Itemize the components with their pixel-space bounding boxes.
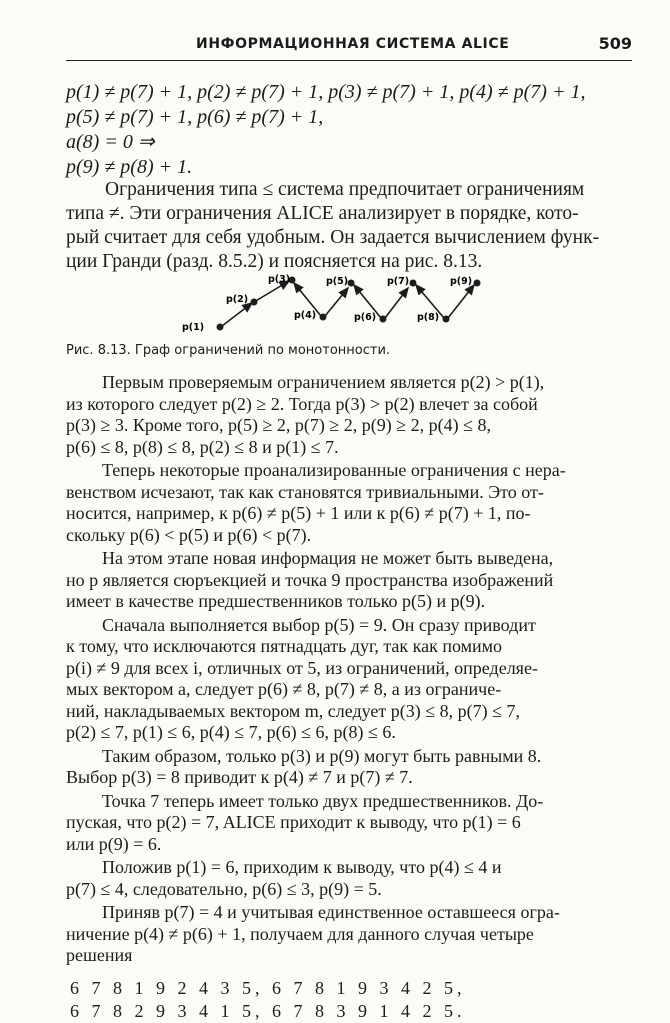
text-line: ничение p(4) ≠ p(6) + 1, получаем для данного случая четыре: [66, 923, 534, 944]
text-line: скольку p(6) < p(5) и p(6) < p(7).: [66, 524, 312, 545]
node-label: p(1): [182, 322, 205, 333]
graph-node: [410, 280, 417, 287]
paragraph-final: [66, 902, 628, 967]
text-line: p(3) ≥ 3. Кроме того, p(5) ≥ 2, p(7) ≥ 2, p(9) ≥ 2, p(4) ≤ 8,: [66, 415, 491, 435]
text-line: пуская, что p(2) = 7, ALICE приходит к выводу, что p(1) = 6: [66, 812, 521, 832]
text-line: ции Гранди (разд. 8.5.2) и поясняется на рис. 8.13.: [66, 251, 483, 272]
node-label: p(7): [387, 276, 410, 287]
paragraph-p1: [66, 857, 628, 900]
text-line: Приняв p(7) = 4 и учитывая единственное оставшееся огра-: [102, 902, 560, 922]
graph-node: [380, 316, 387, 323]
page-number: 509: [598, 34, 632, 53]
text-line: Первым проверяемым ограничением является p(2) > p(1),: [102, 372, 545, 392]
text-line: рый считает для себя удобным. Он задается вычислением функ-: [66, 227, 600, 248]
text-line: к тому, что исключаются пятнадцать дуг, так как помимо: [66, 636, 503, 656]
text-line: p(i) ≠ 9 для всех i, отличных от 5, из ограничений, определяе-: [66, 657, 538, 678]
running-title: ИНФОРМАЦИОННАЯ СИСТЕМА ALICE: [196, 36, 510, 52]
figure-caption: Рис. 8.13. Граф ограничений по монотонности.: [66, 343, 391, 358]
paragraph-trivial: [66, 460, 628, 546]
text-line: носится, например, к p(6) ≠ p(5) + 1 или к p(6) ≠ p(7) + 1, по-: [66, 503, 531, 523]
node-label: p(2): [226, 294, 249, 305]
paragraph-first-check: [66, 372, 628, 458]
text-line: Ограничения типа ≤ система предпочитает ограничениям: [105, 179, 585, 200]
solution-line: 6 7 8 1 9 2 4 3 5, 6 7 8 1 9 3 4 2 5,: [70, 977, 466, 998]
text-line: венством исчезают, так как становятся тривиальными. Это от-: [66, 481, 544, 502]
formula-line: p(1) ≠ p(7) + 1, p(2) ≠ p(7) + 1, p(3) ≠ p(7) + 1, p(4) ≠ p(7) + 1,: [66, 81, 586, 103]
node-label: p(9): [450, 276, 473, 287]
formula-line: a(8) = 0 ⇒: [66, 131, 155, 153]
graph-node: [443, 316, 450, 323]
node-label: p(6): [354, 312, 377, 323]
text-line: Точка 7 теперь имеет только двух предшественников. До-: [102, 790, 544, 811]
paragraph-surjection: [66, 548, 628, 613]
text-line: или p(9) = 6.: [66, 833, 162, 854]
solution-line: 6 7 8 2 9 3 4 1 5, 6 7 8 3 9 1 4 2 5.: [70, 1000, 466, 1021]
text-line: мых вектором a, следует p(6) ≠ 8, p(7) ≠ 8, а из ограниче-: [66, 679, 502, 699]
paragraph-only-p3: [66, 746, 628, 789]
node-label: p(5): [326, 276, 349, 287]
paragraph-choice: [66, 615, 628, 744]
graph-node: [217, 324, 224, 331]
text-line: имеет в качестве предшественников только p(5) и p(9).: [66, 591, 486, 611]
formula-line: p(5) ≠ p(7) + 1, p(6) ≠ p(7) + 1,: [66, 106, 324, 128]
text-line: Теперь некоторые проанализированные ограничения с нера-: [102, 460, 566, 480]
formula-line: p(9) ≠ p(8) + 1.: [66, 156, 193, 178]
graph-node: [348, 280, 355, 287]
text-line: p(2) ≤ 7, p(1) ≤ 6, p(4) ≤ 7, p(6) ≤ 6, p(8) ≤ 6.: [66, 722, 396, 742]
graph-node: [474, 280, 481, 287]
text-line: ний, накладываемых вектором m, следует p(3) ≤ 8, p(7) ≤ 7,: [66, 700, 521, 721]
text-line: Сначала выполняется выбор p(5) = 9. Он сразу приводит: [102, 614, 536, 635]
text-line: Таким образом, только p(3) и p(9) могут быть равными 8.: [102, 745, 542, 766]
graph-node: [320, 314, 327, 321]
text-line: p(7) ≤ 4, следовательно, p(6) ≤ 3, p(9) = 5.: [66, 878, 382, 899]
text-line: типа ≠. Эти ограничения ALICE анализирует в порядке, кото-: [66, 203, 579, 224]
paragraph-grundy: [66, 178, 628, 274]
node-label: p(3): [268, 274, 291, 285]
text-line: из которого следует p(2) ≥ 2. Тогда p(3) > p(2) влечет за собой: [66, 393, 538, 414]
node-label: p(4): [294, 310, 317, 321]
node-label: p(8): [417, 312, 440, 323]
monotonicity-graph: [176, 268, 516, 338]
text-line: Положив p(1) = 6, приходим к выводу, что p(4) ≤ 4 и: [102, 857, 502, 877]
text-line: Выбор p(3) = 8 приводит к p(4) ≠ 7 и p(7) ≠ 7.: [66, 767, 413, 787]
text-line: На этом этапе новая информация не может быть выведена,: [102, 548, 554, 568]
graph-node: [251, 299, 258, 306]
paragraph-point7: [66, 791, 628, 856]
constraint-formulas: [66, 80, 636, 180]
running-header: [66, 30, 632, 61]
text-line: но p является сюръекцией и точка 9 пространства изображений: [66, 569, 554, 590]
text-line: решения: [66, 945, 133, 965]
text-line: p(6) ≤ 8, p(8) ≤ 8, p(2) ≤ 8 и p(1) ≤ 7.: [66, 436, 339, 457]
